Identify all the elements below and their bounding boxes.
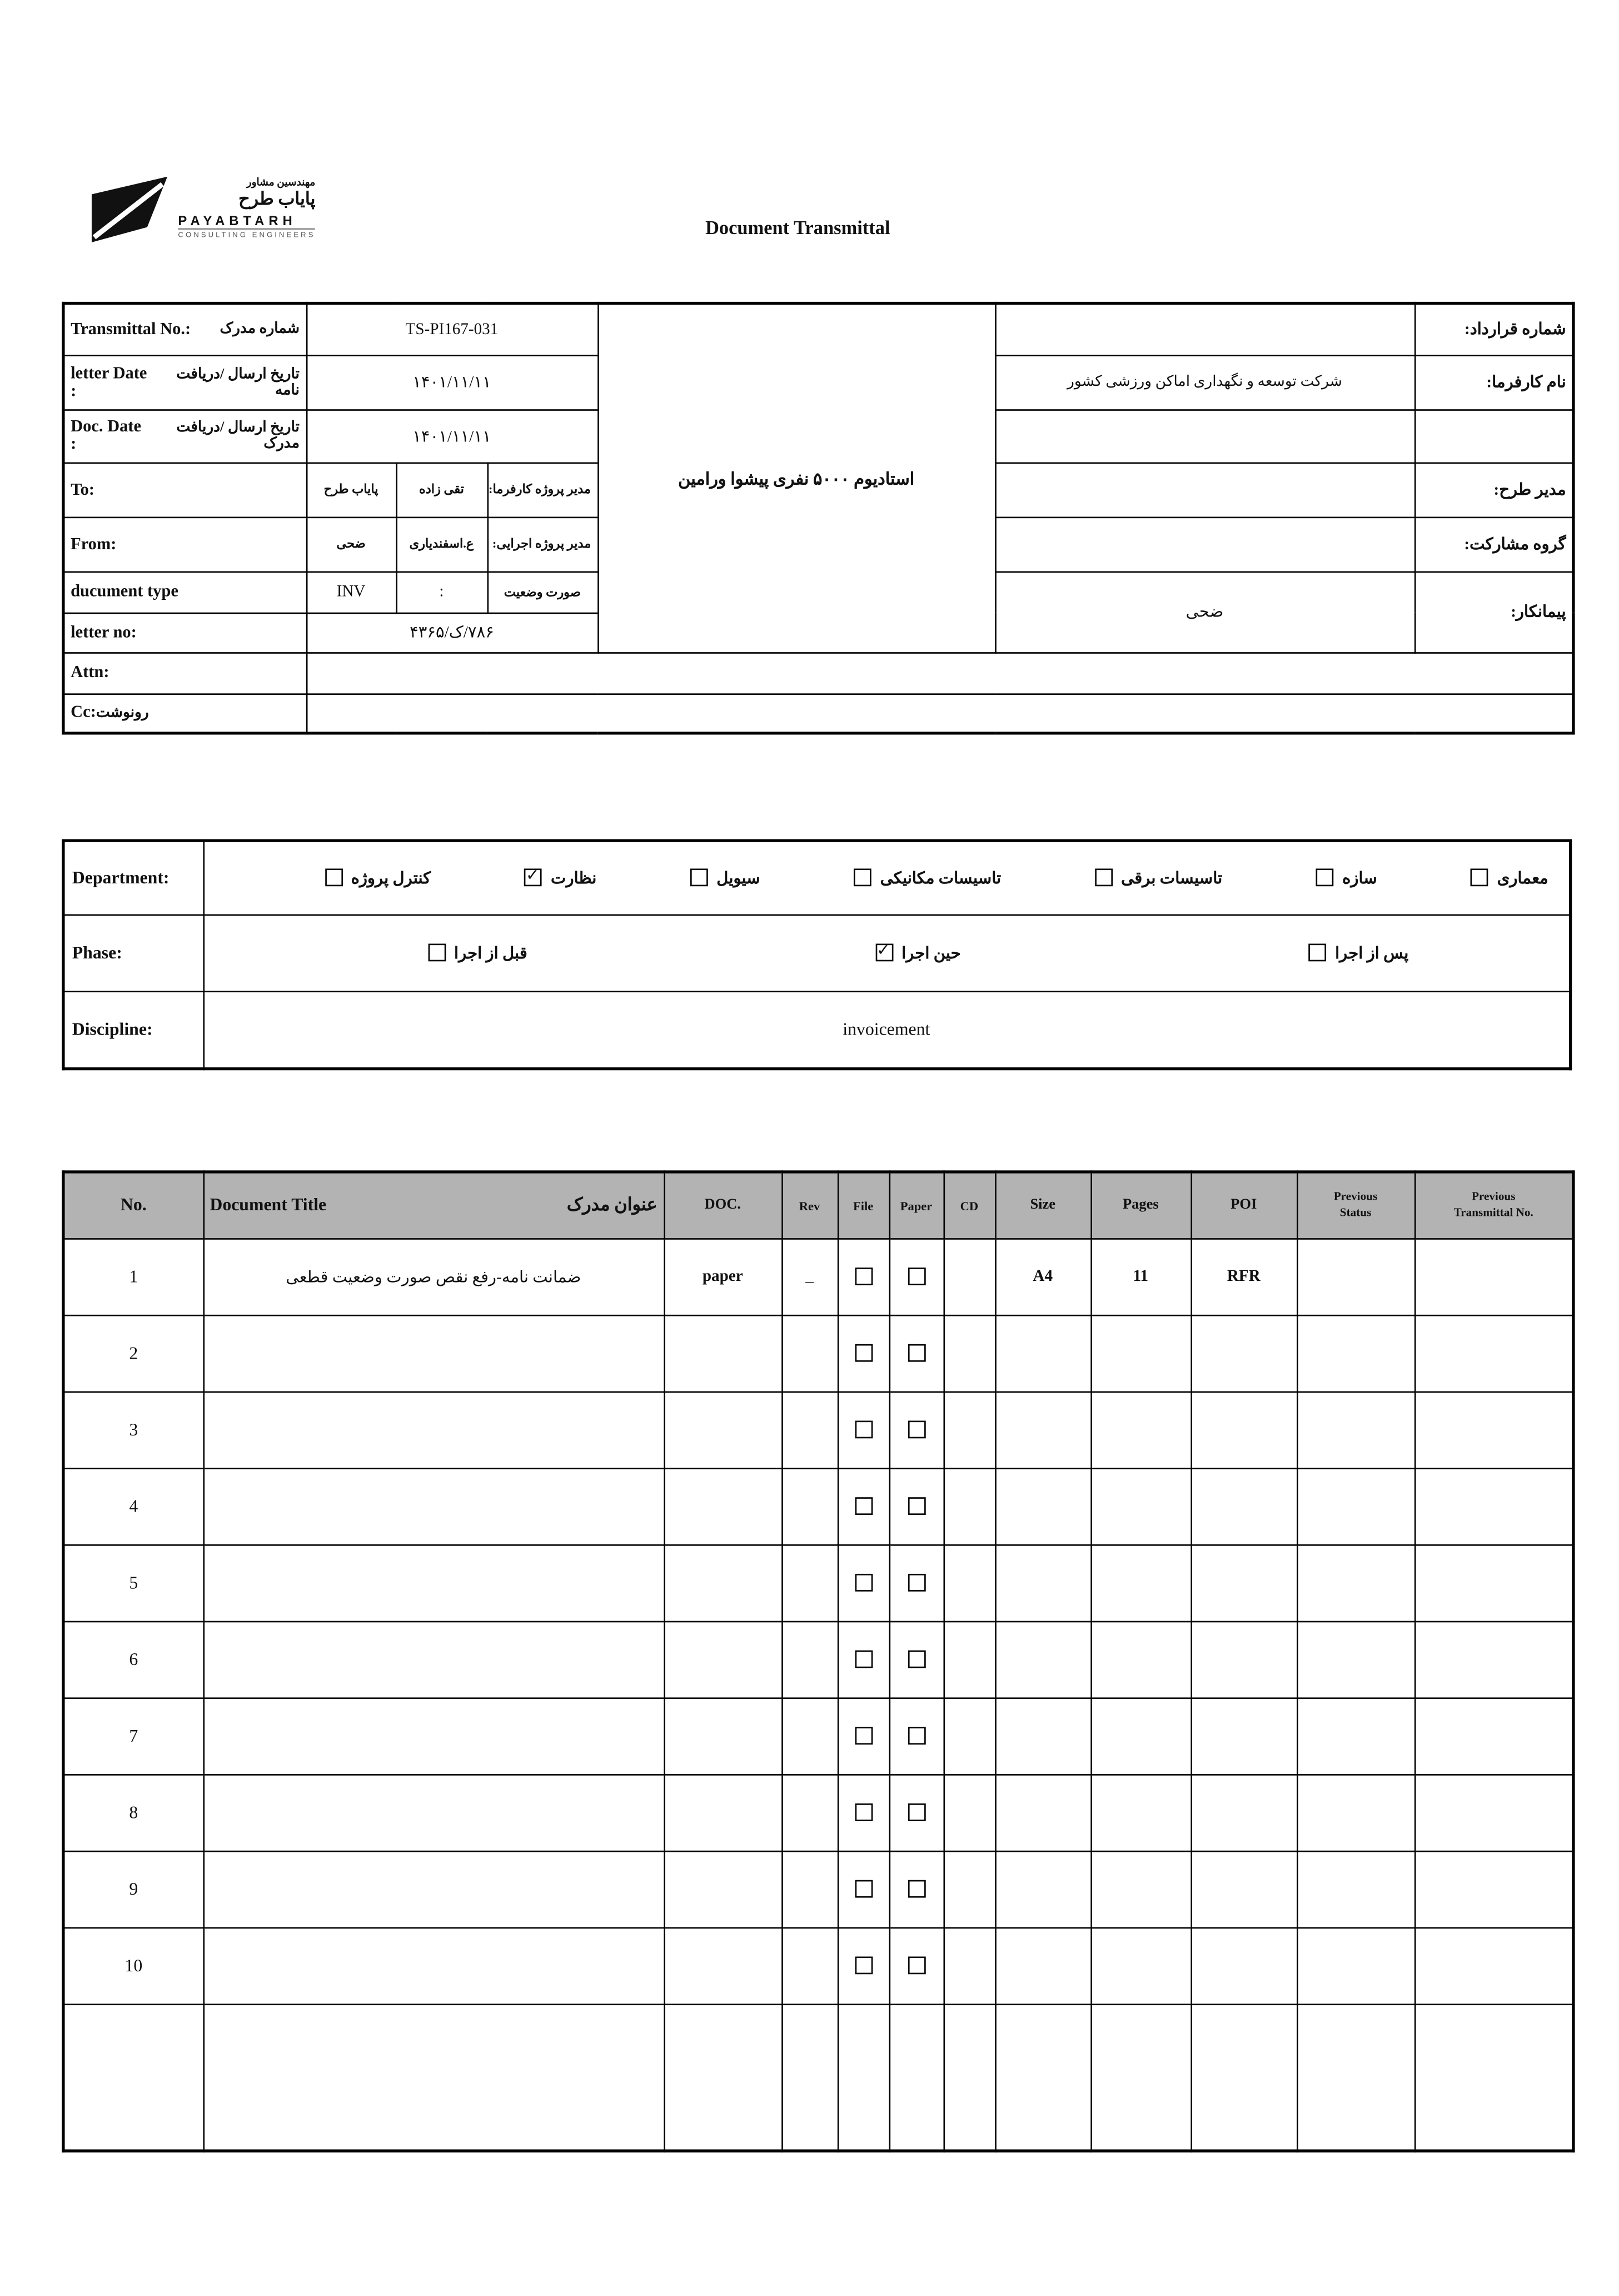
doc-row-pages: [1090, 1697, 1190, 1774]
doc-row-doc: [664, 1927, 781, 2004]
paper-checkbox[interactable]: [908, 1574, 925, 1592]
doc-row-no: 4: [63, 1468, 203, 1544]
paper-checkbox[interactable]: [908, 1268, 925, 1286]
department-options: [210, 868, 1563, 887]
letter-date-label-fa: تاریخ ارسال /دریافت نامه: [176, 366, 300, 399]
doc-row-cd: [943, 1697, 995, 1774]
col-cd: CD: [943, 1172, 995, 1238]
doc-row-prev-status: [1297, 1851, 1414, 1927]
doc-row-cd: [943, 1851, 995, 1927]
doc-row-paper: [889, 1621, 944, 1698]
doc-row-doc: paper: [664, 1238, 781, 1315]
doc-row-title: [203, 1315, 664, 1391]
doc-row-no: 1: [63, 1238, 203, 1315]
paper-checkbox[interactable]: [908, 1880, 925, 1898]
department-option-label: تاسیسات مکانیکی: [880, 869, 1002, 888]
contract-no-value: [995, 304, 1414, 355]
empty-cell: [1414, 409, 1573, 462]
doc-row-rev: [781, 1697, 838, 1774]
doc-row-poi: [1190, 2004, 1297, 2151]
file-checkbox[interactable]: [854, 1957, 872, 1975]
doc-row-prev-transmittal: [1414, 1774, 1573, 1851]
doc-row-title: [203, 1851, 664, 1927]
doc-row-size: [995, 1851, 1090, 1927]
doc-row-cd: [943, 1238, 995, 1315]
partnership-group-label: گروه مشارکت:: [1414, 517, 1573, 571]
paper-checkbox[interactable]: [908, 1344, 925, 1362]
doc-row-prev-status: [1297, 1927, 1414, 2004]
doc-row-title: [203, 1774, 664, 1851]
phase-options: [210, 943, 1563, 962]
doc-row-size: [995, 1774, 1090, 1851]
doc-row-doc: [664, 1851, 781, 1927]
table-row: [63, 1468, 1573, 1544]
doc-row-doc: [664, 1544, 781, 1621]
doc-row-no: 5: [63, 1544, 203, 1621]
doc-row-prev-status: [1297, 1238, 1414, 1315]
department-option-label: سازه: [1342, 869, 1377, 888]
file-checkbox[interactable]: [854, 1498, 872, 1515]
client-pm-label: مدیر پروژه کارفرما:: [487, 463, 598, 517]
department-option: [1471, 868, 1548, 887]
department-table: [62, 839, 1572, 1070]
doc-row-prev-status: [1297, 2004, 1414, 2151]
exec-pm-label: مدیر پروژه اجرایی:: [487, 517, 598, 571]
letter-date-label-cell: [63, 355, 306, 409]
doc-row-rev: [781, 1544, 838, 1621]
letter-date-label: letter Date :: [71, 364, 147, 400]
phase-options-cell: [203, 915, 1570, 991]
doc-row-no: 10: [63, 1927, 203, 2004]
doc-row-size: [995, 1697, 1090, 1774]
doc-row-rev: [781, 1927, 838, 2004]
department-option: [1316, 868, 1377, 887]
doc-row-no: 7: [63, 1697, 203, 1774]
doc-row-prev-status: [1297, 1315, 1414, 1391]
col-title: [203, 1172, 664, 1238]
doc-row-prev-status: [1297, 1621, 1414, 1698]
doc-row-pages: [1090, 1391, 1190, 1468]
to-value: پایاب طرح: [306, 463, 396, 517]
doc-date-label: Doc. Date :: [71, 418, 141, 454]
file-checkbox[interactable]: [854, 1268, 872, 1286]
doc-row-cd: [943, 2004, 995, 2151]
logo-subtitle: CONSULTING ENGINEERS: [178, 228, 315, 240]
department-option-label: تاسیسات برقی: [1121, 869, 1223, 888]
doc-row-cd: [943, 1774, 995, 1851]
doc-row-prev-transmittal: [1414, 1544, 1573, 1621]
doc-row-file: [838, 1544, 889, 1621]
col-paper: Paper: [889, 1172, 944, 1238]
doc-row-size: [995, 2004, 1090, 2151]
doc-row-pages: [1090, 1927, 1190, 2004]
doc-row-cd: [943, 1391, 995, 1468]
doc-row-pages: [1090, 1544, 1190, 1621]
doc-row-file: [838, 1315, 889, 1391]
department-option: [524, 868, 596, 887]
col-prev-transmittal: [1414, 1172, 1573, 1238]
col-no: No.: [63, 1172, 203, 1238]
doc-row-no: 8: [63, 1774, 203, 1851]
doc-row-rev: [781, 1315, 838, 1391]
doc-row-poi: [1190, 1315, 1297, 1391]
partnership-group-value: [995, 517, 1414, 571]
paper-checkbox[interactable]: [908, 1498, 925, 1515]
paper-checkbox[interactable]: [908, 1651, 925, 1668]
doc-row-paper: [889, 1468, 944, 1544]
doc-date-label-cell: [63, 409, 306, 462]
doc-row-title: [203, 1391, 664, 1468]
phase-option-label: قبل از اجرا: [454, 944, 527, 962]
doc-row-prev-status: [1297, 1774, 1414, 1851]
doc-row-title: [203, 1544, 664, 1621]
doc-row-poi: [1190, 1697, 1297, 1774]
file-checkbox[interactable]: [854, 1727, 872, 1745]
paper-checkbox[interactable]: [908, 1421, 925, 1439]
contractor-value: ضحی: [995, 571, 1414, 653]
discipline-value: invoicement: [203, 991, 1570, 1069]
cc-label-cell: [63, 693, 306, 733]
department-checkbox[interactable]: [524, 869, 542, 887]
doc-row-cd: [943, 1927, 995, 2004]
doc-row-prev-transmittal: [1414, 1238, 1573, 1315]
doc-row-prev-transmittal: [1414, 1927, 1573, 2004]
phase-label: Phase:: [63, 915, 203, 991]
doc-row-prev-status: [1297, 1697, 1414, 1774]
from-label: From:: [63, 517, 306, 571]
doc-row-no: 9: [63, 1851, 203, 1927]
department-options-cell: [203, 841, 1570, 914]
file-checkbox[interactable]: [854, 1880, 872, 1898]
department-option: [854, 868, 1001, 887]
phase-option-label: پس از اجرا: [1335, 944, 1409, 962]
letter-no-value: ۷۸۶/ک/۴۳۶۵: [306, 613, 597, 653]
paper-checkbox[interactable]: [908, 1957, 925, 1975]
doc-row-file: [838, 1238, 889, 1315]
doc-row-no: [63, 2004, 203, 2151]
contractor-label: پیمانکار:: [1414, 571, 1573, 653]
doc-row-file: [838, 1468, 889, 1544]
transmittal-no-label-fa: شماره مدرک: [220, 321, 300, 338]
doc-row-prev-status: [1297, 1544, 1414, 1621]
file-checkbox[interactable]: [854, 1804, 872, 1822]
page-title: Document Transmittal: [705, 216, 890, 239]
to-label: To:: [63, 463, 306, 517]
logo-fa-big: پایاب طرح: [238, 188, 316, 210]
doc-row-file: [838, 1927, 889, 2004]
paper-checkbox[interactable]: [908, 1804, 925, 1822]
phase-option-label: حین اجرا: [901, 944, 961, 962]
doc-row-pages: [1090, 1315, 1190, 1391]
doc-row-size: [995, 1927, 1090, 2004]
letter-no-label: letter no:: [63, 613, 306, 653]
table-row: [63, 1927, 1573, 2004]
doc-row-no: 2: [63, 1315, 203, 1391]
doc-row-pages: [1090, 1774, 1190, 1851]
doc-row-poi: [1190, 1468, 1297, 1544]
table-row: [63, 1697, 1573, 1774]
doc-row-cd: [943, 1468, 995, 1544]
doc-row-poi: RFR: [1190, 1238, 1297, 1315]
document-type-label: ducument type: [63, 571, 306, 613]
doc-row-rev: [781, 2004, 838, 2151]
doc-row-poi: [1190, 1774, 1297, 1851]
col-poi: POI: [1190, 1172, 1297, 1238]
doc-row-title: [203, 1697, 664, 1774]
col-pages: Pages: [1090, 1172, 1190, 1238]
doc-row-poi: [1190, 1391, 1297, 1468]
doc-row-paper: [889, 1391, 944, 1468]
doc-row-prev-status: [1297, 1391, 1414, 1468]
project-name: استادیوم ۵۰۰۰ نفری پیشوا ورامین: [597, 304, 995, 653]
department-label: Department:: [63, 841, 203, 914]
department-checkbox[interactable]: [1094, 869, 1112, 887]
table-row: [63, 1621, 1573, 1698]
doc-row-pages: [1090, 1851, 1190, 1927]
doc-row-file: [838, 1774, 889, 1851]
doc-row-title: [203, 1621, 664, 1698]
doc-row-file: [838, 1391, 889, 1468]
doc-row-size: [995, 1621, 1090, 1698]
doc-row-no: 6: [63, 1621, 203, 1698]
doc-row-pages: [1090, 1621, 1190, 1698]
doc-row-no: 3: [63, 1391, 203, 1468]
doc-row-prev-transmittal: [1414, 1851, 1573, 1927]
col-prev-status: [1297, 1172, 1414, 1238]
doc-row-poi: [1190, 1544, 1297, 1621]
doc-row-doc: [664, 1621, 781, 1698]
department-checkbox[interactable]: [325, 869, 342, 887]
transmittal-no-label: Transmittal No.:: [71, 320, 191, 339]
doc-row-size: [995, 1468, 1090, 1544]
logo-fa-small: مهندسین مشاور: [246, 176, 316, 188]
doc-row-paper: [889, 2004, 944, 2151]
table-row: [63, 1315, 1573, 1391]
doc-row-doc: [664, 1315, 781, 1391]
doc-row-size: A4: [995, 1238, 1090, 1315]
table-row: [63, 1544, 1573, 1621]
cc-label-fa: رونوشت: [96, 705, 149, 722]
design-manager-label: مدیر طرح:: [1414, 463, 1573, 517]
doc-row-size: [995, 1391, 1090, 1468]
doc-row-rev: [781, 1774, 838, 1851]
doc-row-rev: [781, 1621, 838, 1698]
doc-row-title: [203, 1927, 664, 2004]
table-row: [63, 1238, 1573, 1315]
cc-label: Cc:: [71, 704, 96, 722]
department-option-label: نظارت: [551, 869, 597, 888]
doc-row-title: ضمانت نامه-رفع نقص صورت وضعیت قطعی: [203, 1238, 664, 1315]
doc-row-size: [995, 1544, 1090, 1621]
doc-row-title: [203, 2004, 664, 2151]
doc-row-size: [995, 1315, 1090, 1391]
doc-row-prev-transmittal: [1414, 1315, 1573, 1391]
department-option: [1094, 868, 1222, 887]
doc-row-paper: [889, 1697, 944, 1774]
doc-row-paper: [889, 1774, 944, 1851]
design-manager-value: [995, 463, 1414, 517]
client-name-value: شرکت توسعه و نگهداری اماکن ورزشی کشور: [995, 355, 1414, 409]
department-option-label: کنترل پروژه: [351, 869, 431, 888]
col-title-en: Document Title: [210, 1194, 327, 1215]
doc-row-rev: _: [781, 1238, 838, 1315]
client-pm-name: تقی زاده: [396, 463, 487, 517]
department-option: [325, 868, 431, 887]
paper-checkbox[interactable]: [908, 1727, 925, 1745]
doc-row-file: [838, 1851, 889, 1927]
doc-row-poi: [1190, 1851, 1297, 1927]
doc-date-label-fa: تاریخ ارسال /دریافت مدرک: [176, 419, 300, 452]
doc-row-file: [838, 1621, 889, 1698]
discipline-label: Discipline:: [63, 991, 203, 1069]
col-doc: DOC.: [664, 1172, 781, 1238]
file-checkbox[interactable]: [854, 1574, 872, 1592]
doc-row-poi: [1190, 1621, 1297, 1698]
document-type-value: INV: [306, 571, 396, 613]
phase-checkbox[interactable]: [427, 943, 445, 961]
phase-checkbox[interactable]: [875, 943, 893, 961]
doc-row-prev-status: [1297, 1468, 1414, 1544]
attn-value: [306, 652, 1573, 693]
table-row: [63, 1851, 1573, 1927]
col-prev-transmittal-text: Previous Transmittal No.: [1453, 1190, 1533, 1219]
col-prev-status-text: Previous Status: [1333, 1190, 1378, 1219]
col-size: Size: [995, 1172, 1090, 1238]
doc-row-rev: [781, 1851, 838, 1927]
doc-row-cd: [943, 1621, 995, 1698]
doc-row-cd: [943, 1315, 995, 1391]
contract-no-label: شماره قرارداد:: [1414, 304, 1573, 355]
department-checkbox[interactable]: [1471, 869, 1488, 887]
table-row: [63, 1774, 1573, 1851]
col-title-fa: عنوان مدرک: [566, 1194, 657, 1215]
doc-row-doc: [664, 2004, 781, 2151]
transmittal-no-value: TS-PI167-031: [306, 304, 597, 355]
department-option: [690, 868, 760, 887]
logo-en: PAYABTARH: [178, 213, 297, 228]
table-row: [63, 1391, 1573, 1468]
doc-row-cd: [943, 1544, 995, 1621]
doc-row-paper: [889, 1544, 944, 1621]
doc-row-doc: [664, 1697, 781, 1774]
doc-row-paper: [889, 1315, 944, 1391]
attn-label: Attn:: [63, 652, 306, 693]
doc-row-doc: [664, 1774, 781, 1851]
phase-option: [875, 943, 960, 962]
doc-row-rev: [781, 1391, 838, 1468]
doc-row-rev: [781, 1468, 838, 1544]
documents-table: [62, 1170, 1575, 2152]
transmittal-no-label-cell: [63, 304, 306, 355]
doc-row-poi: [1190, 1927, 1297, 2004]
department-option-label: معماری: [1497, 869, 1548, 888]
empty-cell: [995, 409, 1414, 462]
doc-row-pages: [1090, 1468, 1190, 1544]
exec-pm-name: ع.اسفندیاری: [396, 517, 487, 571]
doc-row-prev-transmittal: [1414, 1468, 1573, 1544]
phase-option: [427, 943, 527, 962]
doc-row-title: [203, 1468, 664, 1544]
doc-row-prev-transmittal: [1414, 2004, 1573, 2151]
doc-row-doc: [664, 1391, 781, 1468]
doc-row-paper: [889, 1851, 944, 1927]
file-checkbox[interactable]: [854, 1651, 872, 1668]
table-row: [63, 2004, 1573, 2151]
doc-date-value: ۱۴۰۱/۱۱/۱۱: [306, 409, 597, 462]
doc-row-paper: [889, 1927, 944, 2004]
doc-row-pages: 11: [1090, 1238, 1190, 1315]
doc-row-prev-transmittal: [1414, 1391, 1573, 1468]
department-checkbox[interactable]: [854, 869, 871, 887]
cc-value: [306, 693, 1573, 733]
doc-row-file: [838, 1697, 889, 1774]
phase-option: [1308, 943, 1408, 962]
document-type-colon: :: [396, 571, 487, 613]
doc-row-prev-transmittal: [1414, 1621, 1573, 1698]
documents-table-header: [63, 1172, 1573, 1238]
doc-row-paper: [889, 1238, 944, 1315]
department-checkbox[interactable]: [1316, 869, 1333, 887]
client-name-label: نام کارفرما:: [1414, 355, 1573, 409]
file-checkbox[interactable]: [854, 1344, 872, 1362]
from-value: ضحی: [306, 517, 396, 571]
document-type-fa: صورت وضعیت: [487, 571, 598, 613]
doc-row-file: [838, 2004, 889, 2151]
file-checkbox[interactable]: [854, 1421, 872, 1439]
doc-row-prev-transmittal: [1414, 1697, 1573, 1774]
department-option-label: سیویل: [716, 869, 760, 888]
phase-checkbox[interactable]: [1308, 943, 1326, 961]
col-file: File: [838, 1172, 889, 1238]
letter-date-value: ۱۴۰۱/۱۱/۱۱: [306, 355, 597, 409]
col-rev: Rev: [781, 1172, 838, 1238]
doc-row-doc: [664, 1468, 781, 1544]
department-checkbox[interactable]: [690, 869, 708, 887]
header-table: [62, 302, 1575, 735]
doc-row-pages: [1090, 2004, 1190, 2151]
